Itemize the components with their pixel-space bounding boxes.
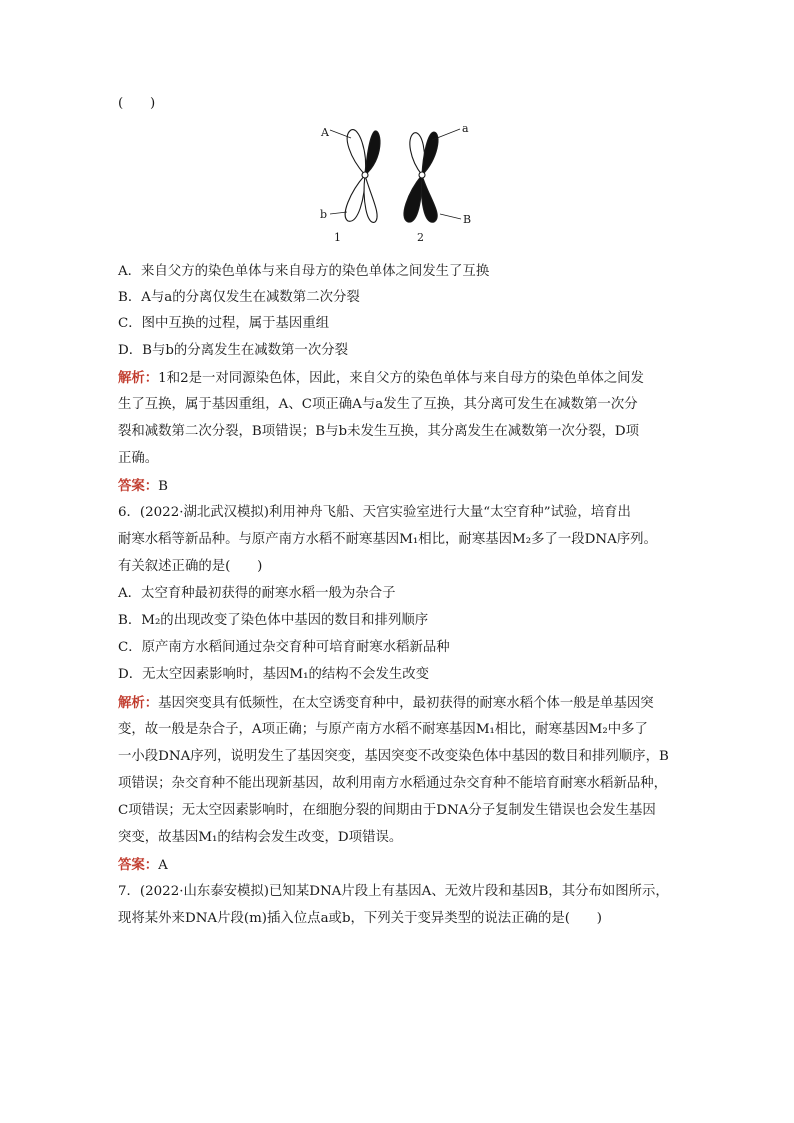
leader-B [440, 214, 461, 219]
caption-2: 2 [417, 231, 424, 244]
q6-analysis-line-3: 一小段DNA序列，说明发生了基因突变，基因突变不改变染色体中基因的数目和排列顺序，B [118, 749, 669, 764]
q6-option-c: C．原产南方水稻间通过杂交育种可培育耐寒水稻新品种 [118, 640, 450, 655]
chromosome-2 [404, 132, 438, 222]
q6-answer: 答案：A [118, 857, 168, 873]
q6-analysis-line-5: C项错误；无太空因素影响时，在细胞分裂的间期由于DNA分子复制发生错误也会发生基因 [118, 803, 656, 818]
q6-analysis-label: 解析： [118, 695, 159, 711]
q5-option-c: C．图中互换的过程，属于基因重组 [118, 316, 330, 331]
q5-analysis-line-4: 正确。 [118, 451, 159, 466]
q6-option-a: A．太空育种最初获得的耐寒水稻一般为杂合子 [118, 586, 396, 601]
chromosome-figure [310, 124, 490, 250]
chromosome-1-bottom-right-arm [364, 175, 377, 222]
q6-analysis-line-1: 解析：基因突变具有低频性，在太空诱变育种中，最初获得的耐寒水稻个体一般是单基因突 [118, 695, 654, 711]
gene-label-b: b [320, 208, 328, 221]
q5-analysis-line-3: 裂和减数第二次分裂，B项错误；B与b未发生互换，其分离发生在减数第一次分裂，D项 [118, 424, 640, 439]
q6-stem-line-2: 耐寒水稻等新品种。与原产南方水稻不耐寒基因M₁相比，耐寒基因M₂多了一段DNA序列。 [118, 532, 657, 547]
q6-analysis-line-4: 项错误；杂交育种不能出现新基因，故利用南方水稻通过杂交育种不能培育耐寒水稻新品种， [118, 776, 668, 791]
q6-option-b: B．M₂的出现改变了染色体中基因的数目和排列顺序 [118, 613, 429, 628]
q7-stem-line-2: 现将某外来DNA片段(m)插入位点a或b，下列关于变异类型的说法正确的是( ) [118, 911, 602, 926]
q5-option-a: A．来自父方的染色单体与来自母方的染色单体之间发生了互换 [118, 264, 490, 279]
q5-analysis-line-2: 生了互换，属于基因重组，A、C项正确A与a发生了互换，其分离可发生在减数第一次分 [118, 397, 638, 412]
q5-stem-tail: ( ) [118, 96, 156, 111]
q6-answer-label: 答案： [118, 857, 159, 873]
chromosome-1 [345, 130, 380, 223]
chromosome-1-bottom-left-arm [345, 175, 365, 221]
chromosome-1-top-right-arm [365, 131, 380, 175]
q5-option-d: D．B与b的分离发生在减数第一次分裂 [118, 343, 349, 358]
q5-analysis-line-1: 解析：1和2是一对同源染色体，因此，来自父方的染色单体与来自母方的染色单体之间发 [118, 370, 644, 386]
q7-stem-line-1: 7．(2022·山东泰安模拟)已知某DNA片段上有基因A、无效片段和基因B，其分布如图所示， [118, 884, 669, 899]
chromosome-2-centromere [419, 172, 425, 178]
chromosome-1-top-left-arm [347, 130, 365, 175]
q6-stem-line-1: 6．(2022·湖北武汉模拟)利用神舟飞船、天宫实验室进行大量“太空育种”试验，培育出 [118, 505, 631, 520]
q6-stem-line-3: 有关叙述正确的是( ) [118, 559, 263, 574]
q6-analysis-line-6: 突变，故基因M₁的结构会发生改变，D项错误。 [118, 830, 403, 845]
q5-answer-label: 答案： [118, 478, 159, 494]
q5-analysis-label: 解析： [118, 370, 159, 386]
chromosome-2-bottom-left-arm [404, 175, 422, 222]
chromosome-2-bottom-right-arm [422, 175, 438, 222]
caption-1: 1 [334, 231, 341, 244]
gene-label-A: A [321, 126, 329, 139]
q6-analysis-line-2: 变，故一般是杂合子，A项正确；与原产南方水稻不耐寒基因M₁相比，耐寒基因M₂中多了 [118, 722, 648, 737]
chromosome-1-centromere [362, 172, 368, 178]
gene-label-a: a [462, 124, 469, 135]
gene-label-B: B [463, 213, 472, 226]
leader-b [330, 212, 347, 214]
q5-option-b: B．A与a的分离仅发生在减数第二次分裂 [118, 290, 360, 305]
q5-answer: 答案：B [118, 478, 169, 494]
q6-option-d: D．无太空因素影响时，基因M₁的结构不会发生改变 [118, 667, 430, 682]
